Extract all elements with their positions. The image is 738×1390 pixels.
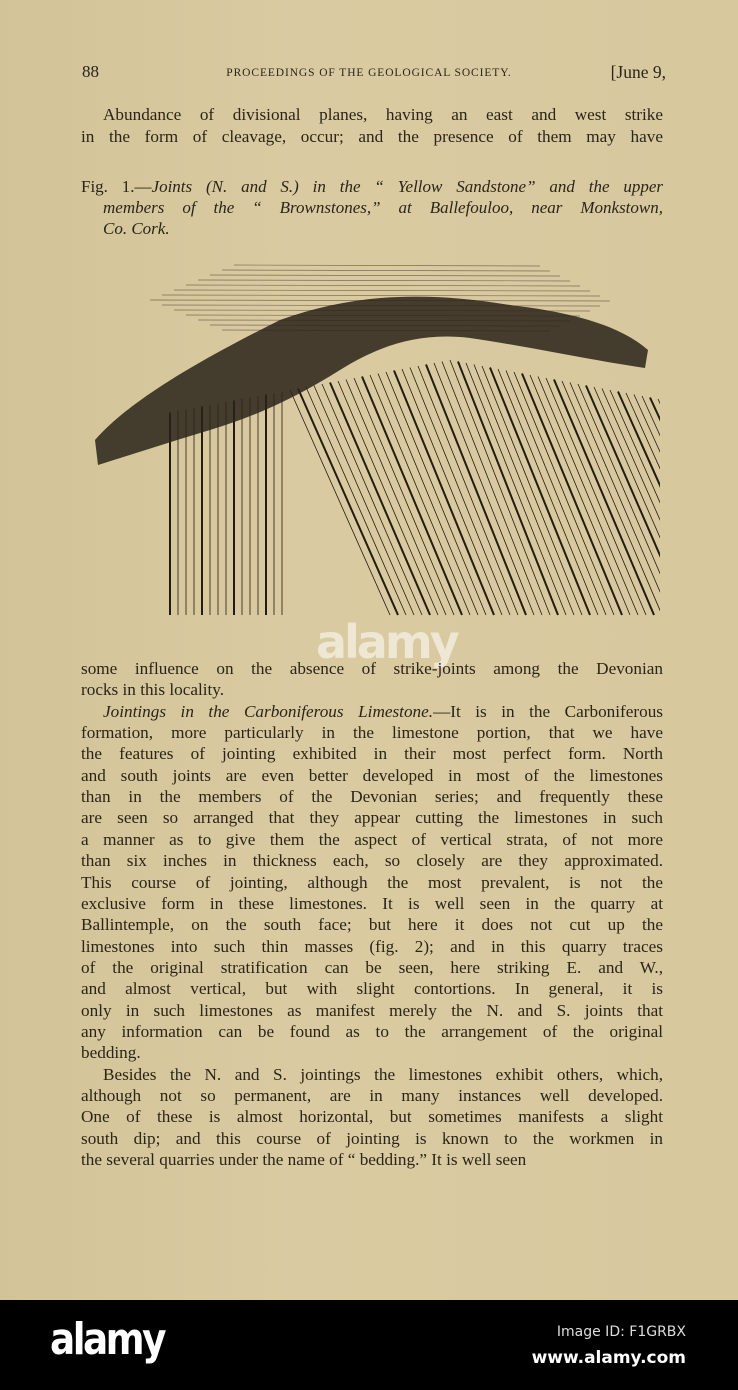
body-line: Ballintemple, on the south face; but here it does not cut up the	[81, 915, 663, 935]
strata-line	[514, 372, 614, 615]
body-line: exclusive form in these limestones. It is well seen in the quarry at	[81, 893, 663, 913]
body-line: and almost vertical, but with slight contortions. In general, it is	[81, 979, 663, 999]
body-line: than six inches in thickness each, so closely are they approximated.	[81, 851, 663, 871]
strata-line	[482, 366, 582, 615]
strata-line	[578, 384, 660, 615]
figure-caption-line	[81, 176, 663, 197]
body-line: and south joints are even better developed in most of the limestones	[81, 765, 663, 785]
caption-text: Joints (N. and S.) in the “ Yellow Sandstone” and the upper	[151, 177, 663, 196]
sky-line	[174, 290, 590, 291]
body-line	[103, 701, 663, 722]
section-text: —It is in the Carboniferous	[433, 701, 663, 721]
strata-line	[386, 372, 486, 615]
strata-line	[594, 387, 660, 615]
strata-line	[522, 374, 622, 616]
body-line: only in such limestones as manifest merely the N. and S. joints that	[81, 1000, 663, 1020]
strata-line	[466, 363, 566, 615]
image-id: Image ID: F1GRBX	[556, 1324, 686, 1340]
body-line: a manner as to give them the aspect of vertical strata, of not more	[81, 829, 663, 849]
body-line: rocks in this locality.	[81, 680, 225, 700]
strata-line	[506, 371, 606, 616]
header-date: [June 9,	[610, 62, 666, 82]
body-line: bedding.	[81, 1043, 141, 1063]
strata-line	[402, 369, 502, 615]
strata-line	[306, 387, 406, 615]
strata-line	[546, 378, 646, 615]
strata-line	[434, 363, 534, 615]
footer-logo: alamy	[50, 1314, 164, 1365]
body-line: formation, more particularly in the limestone portion, that we have	[81, 723, 663, 743]
strata-line	[490, 368, 590, 616]
body-line: the features of jointing exhibited in their most perfect form. North	[81, 744, 663, 764]
intro-line: in the form of cleavage, occur; and the presence of them may have	[81, 127, 663, 146]
strata-line	[450, 360, 550, 615]
figure-caption-line: Co. Cork.	[103, 219, 170, 238]
body-line: than in the members of the Devonian series; and frequently these	[81, 787, 663, 807]
body-line: Besides the N. and S. jointings the limestones exhibit others, which,	[103, 1064, 663, 1084]
strata-line	[474, 365, 574, 616]
strata-line	[410, 368, 510, 616]
sky-line	[234, 265, 540, 266]
body-line: south dip; and this course of jointing is known to the workmen in	[81, 1128, 663, 1148]
strata-line	[650, 398, 660, 616]
figure-label: Fig. 1.—	[81, 177, 152, 196]
body-line: limestones into such thin masses (fig. 2); and in this quarry traces	[81, 936, 663, 956]
strata-line	[370, 375, 470, 615]
rock-joints-engraving	[90, 250, 660, 625]
watermark: alamy	[316, 615, 457, 669]
strata-line	[426, 365, 526, 616]
strata-line	[314, 386, 414, 616]
figure-caption-line: members of the “ Brownstones,” at Ballefouloo, near Monkstown,	[103, 198, 663, 217]
strata-line	[554, 380, 654, 616]
strata-line	[378, 374, 478, 616]
running-head: PROCEEDINGS OF THE GEOLOGICAL SOCIETY.	[226, 67, 512, 79]
strata-line	[642, 396, 660, 615]
sky-line	[162, 295, 600, 296]
body-line: This course of jointing, although the most prevalent, is not the	[81, 872, 663, 892]
body-line: some influence on the absence of strike-joints among the Devonian	[81, 659, 663, 678]
strata-line	[626, 393, 660, 615]
strata-line	[458, 362, 558, 616]
strata-line	[498, 369, 598, 615]
strata-line	[418, 366, 518, 615]
body-line: One of these is almost horizontal, but sometimes manifests a slight	[81, 1107, 663, 1127]
body-line: any information can be found as to the arrangement of the original	[81, 1021, 663, 1041]
sky-line	[222, 270, 550, 271]
intro-line: Abundance of divisional planes, having an east and west strike	[103, 105, 663, 124]
body-line: although not so permanent, are in many instances well developed.	[81, 1086, 663, 1105]
strata-line	[442, 362, 542, 616]
page-number: 88	[82, 62, 99, 81]
footer-url[interactable]: www.alamy.com	[531, 1348, 686, 1368]
strata-line	[538, 377, 638, 616]
body-line: of the original stratification can be seen, here striking E. and W.,	[81, 957, 663, 977]
body-line: the several quarries under the name of “ bedding.” It is well seen	[81, 1150, 527, 1170]
sky-line	[198, 280, 570, 281]
strata-line	[322, 384, 422, 615]
sky-line	[210, 275, 560, 276]
strata-line	[530, 375, 630, 615]
strata-line	[290, 390, 390, 615]
stock-footer	[0, 1300, 738, 1390]
body-line: are seen so arranged that they appear cutting the limestones in such	[81, 808, 663, 828]
strata-line	[354, 378, 454, 615]
section-title: Jointings in the Carboniferous Limestone.	[103, 701, 434, 721]
sky-line	[186, 285, 580, 286]
strata-line	[346, 380, 446, 616]
strata-line	[338, 381, 438, 615]
